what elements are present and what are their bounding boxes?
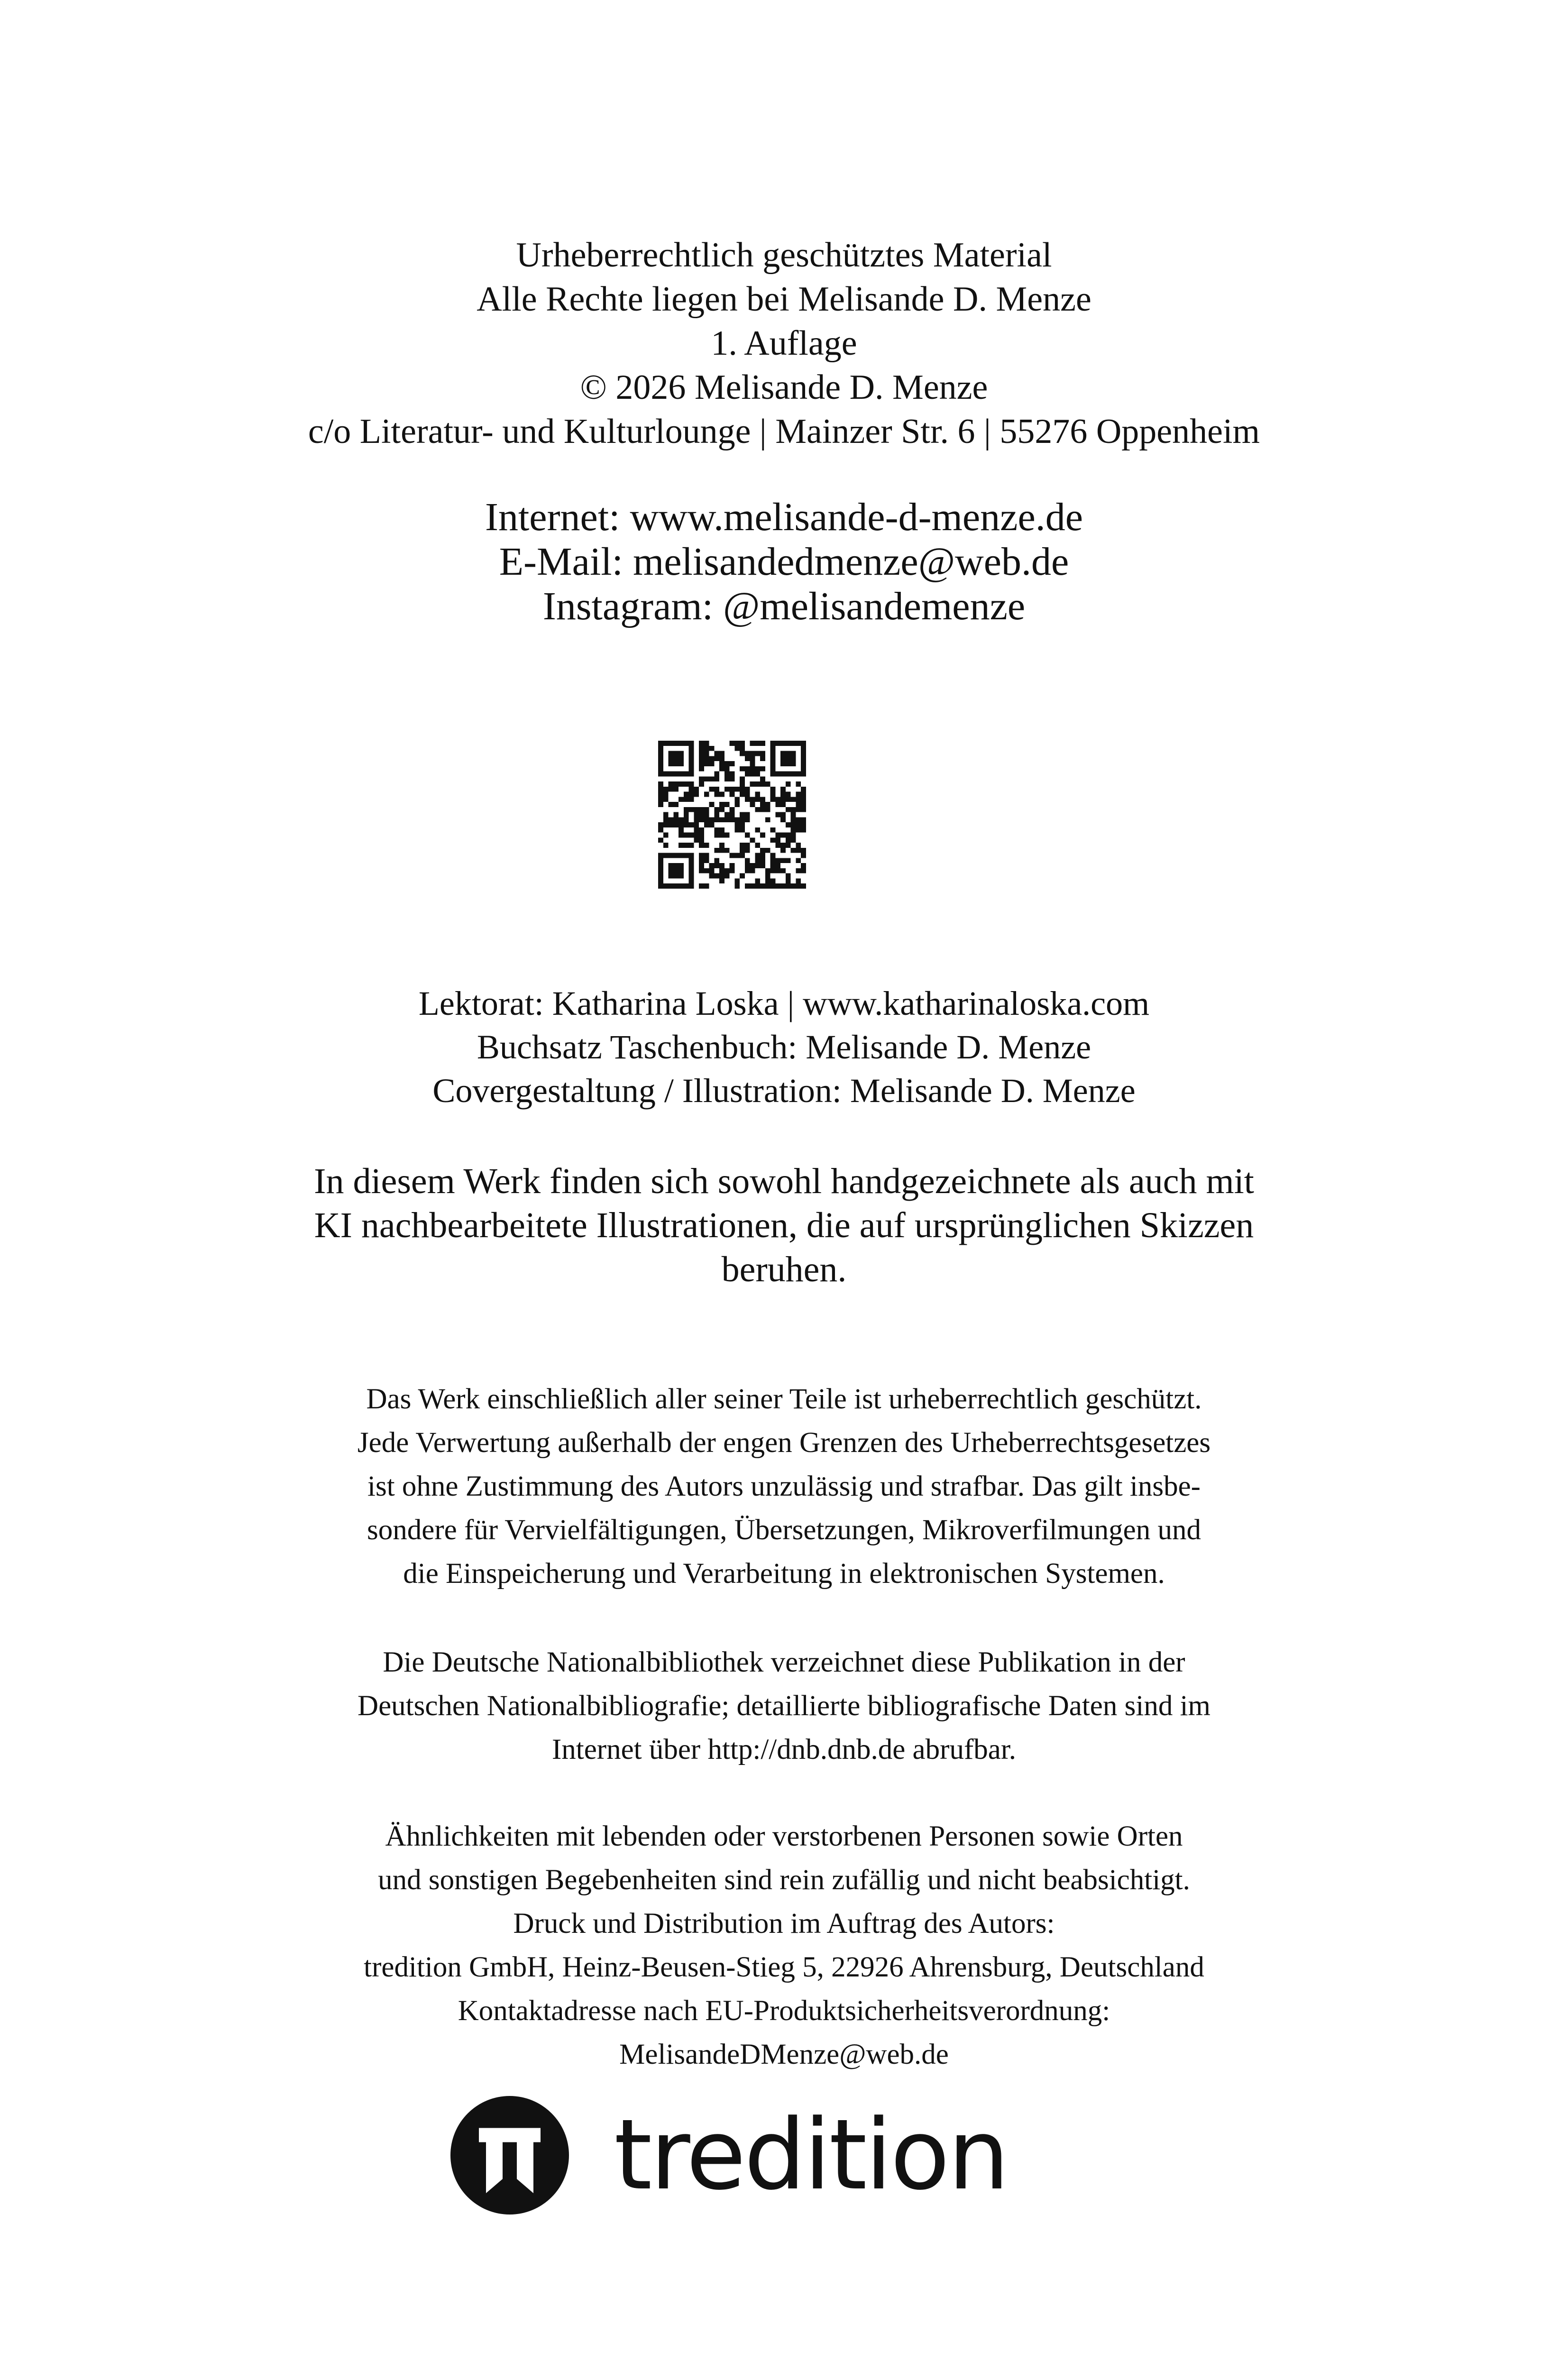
- rights-holder: Alle Rechte liegen bei Melisande D. Menze: [477, 280, 1091, 319]
- contact-block: [0, 495, 1568, 629]
- legal-line: sondere für Vervielfältigungen, Übersetzungen, Mikroverfilmungen und: [367, 1514, 1201, 1546]
- ai-illustration-note: [0, 1159, 1568, 1292]
- disclaimer-paragraph: [0, 1815, 1568, 2077]
- copyright-year: © 2026 Melisande D. Menze: [580, 368, 988, 407]
- cover-credit: Covergestaltung / Illustration: Melisande D. Menze: [432, 1072, 1136, 1110]
- qr-code-icon: [658, 741, 806, 889]
- dnb-line: Internet über http://dnb.dnb.de abrufbar.: [551, 1734, 1017, 1765]
- legal-line: Jede Verwertung außerhalb der engen Grenzen des Urheberrechtsgesetzes: [357, 1427, 1211, 1459]
- imprint-block: [0, 233, 1568, 454]
- credits-block: [0, 982, 1568, 1112]
- tredition-wordmark: tredition: [614, 2099, 1008, 2212]
- ai-note-line: beruhen.: [721, 1250, 847, 1289]
- dnb-paragraph: [0, 1641, 1568, 1772]
- copyright-paragraph: [0, 1378, 1568, 1596]
- email-link[interactable]: E-Mail: melisandedmenze@web.de: [499, 540, 1069, 584]
- copyright-notice: Urheberrechtlich geschütztes Material: [516, 236, 1052, 275]
- printer-line: Druck und Distribution im Auftrag des Autors:: [513, 1908, 1055, 1939]
- safety-contact-label: Kontaktadresse nach EU-Produktsicherheitsverordnung:: [458, 1995, 1110, 2027]
- tredition-logo-icon: [450, 2096, 569, 2215]
- postal-address: c/o Literatur- und Kulturlounge | Mainzer Str. 6 | 55276 Oppenheim: [308, 412, 1260, 451]
- legal-line: ist ohne Zustimmung des Autors unzulässig und strafbar. Das gilt insbe-: [367, 1470, 1201, 1502]
- ai-note-line: KI nachbearbeitete Illustrationen, die auf ursprünglichen Skizzen: [314, 1205, 1254, 1245]
- website-link[interactable]: Internet: www.melisande-d-menze.de: [485, 495, 1083, 539]
- legal-line: die Einspeicherung und Verarbeitung in elektronischen Systemen.: [403, 1558, 1165, 1590]
- ai-note-line: In diesem Werk finden sich sowohl handgezeichnete als auch mit: [314, 1161, 1254, 1201]
- dnb-line: Die Deutsche Nationalbibliothek verzeichnet diese Publikation in der: [383, 1646, 1185, 1678]
- disclaimer-line: und sonstigen Begebenheiten sind rein zufällig und nicht beabsichtigt.: [378, 1864, 1190, 1896]
- edition: 1. Auflage: [711, 324, 857, 363]
- tredition-logo: [450, 2096, 1067, 2215]
- safety-contact-email[interactable]: MelisandeDMenze@web.de: [619, 2039, 949, 2070]
- typesetting-credit: Buchsatz Taschenbuch: Melisande D. Menze: [477, 1028, 1091, 1066]
- editing-credit: Lektorat: Katharina Loska | www.katharinaloska.com: [418, 984, 1150, 1022]
- legal-line: Das Werk einschließlich aller seiner Teile ist urheberrechtlich geschützt.: [366, 1383, 1202, 1415]
- instagram-link[interactable]: Instagram: @melisandemenze: [542, 584, 1026, 628]
- dnb-line: Deutschen Nationalbibliografie; detaillierte bibliografische Daten sind im: [358, 1690, 1210, 1722]
- disclaimer-line: Ähnlichkeiten mit lebenden oder verstorbenen Personen sowie Orten: [385, 1820, 1183, 1852]
- printer-address: tredition GmbH, Heinz-Beusen-Stieg 5, 22926 Ahrensburg, Deutschland: [364, 1951, 1204, 1983]
